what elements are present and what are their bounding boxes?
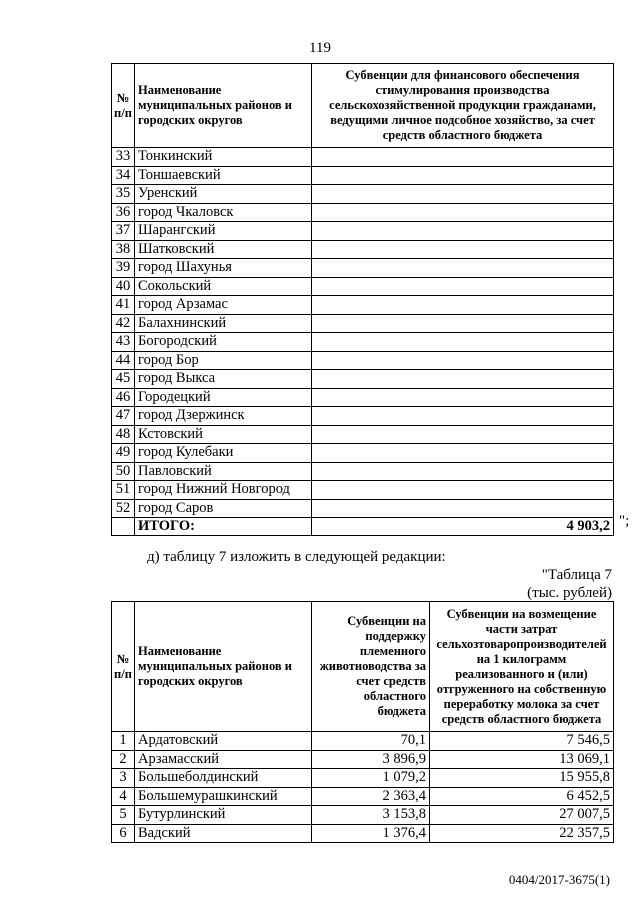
table-row [112, 259, 614, 278]
total-num-cell [112, 518, 135, 536]
subsidy-value [312, 222, 614, 241]
breeding-subsidy-value: 3 896,9 [312, 750, 430, 769]
district-name: Вадский [135, 824, 312, 843]
district-name: город Саров [135, 499, 312, 518]
district-name: Уренский [135, 185, 312, 204]
subsidy-value [312, 314, 614, 333]
header-milk-subsidy: Субвенции на возмещение части затрат сельхозтоваропроизводителей на 1 килограмм реализованного и (или) отгруженного на собственную переработку молока за счет средств областного бюджета [430, 602, 614, 732]
district-name: Городецкий [135, 388, 312, 407]
district-name: Бутурлинский [135, 806, 312, 825]
page-number: 119 [309, 40, 331, 56]
row-number: 47 [112, 407, 135, 426]
milk-subsidy-value: 7 546,5 [430, 732, 614, 751]
header-num: № п/п [112, 602, 135, 732]
header-num: № п/п [112, 64, 135, 148]
row-number: 5 [112, 806, 135, 825]
district-name: город Бор [135, 351, 312, 370]
row-number: 1 [112, 732, 135, 751]
table-row [112, 351, 614, 370]
subsidy-value [312, 185, 614, 204]
instruction-text: д) таблицу 7 изложить в следующей редакции: [147, 549, 446, 565]
breeding-subsidy-value: 1 079,2 [312, 769, 430, 788]
district-name: Ардатовский [135, 732, 312, 751]
breeding-subsidy-value: 70,1 [312, 732, 430, 751]
row-number: 33 [112, 148, 135, 167]
table-row [112, 296, 614, 315]
table-row [112, 462, 614, 481]
row-number: 45 [112, 370, 135, 389]
table-7-label: "Таблица 7 [541, 567, 612, 583]
district-name: Богородский [135, 333, 312, 352]
table-row [112, 750, 614, 769]
row-number: 48 [112, 425, 135, 444]
table-row [112, 222, 614, 241]
table-row [112, 166, 614, 185]
subsidy-value [312, 462, 614, 481]
breeding-subsidy-value: 1 376,4 [312, 824, 430, 843]
subsidy-value [312, 296, 614, 315]
subsidy-table-7 [111, 601, 614, 843]
row-number: 36 [112, 203, 135, 222]
table-row [112, 824, 614, 843]
row-number: 41 [112, 296, 135, 315]
district-name: Шарангский [135, 222, 312, 241]
subsidy-value [312, 407, 614, 426]
row-number: 3 [112, 769, 135, 788]
district-name: город Дзержинск [135, 407, 312, 426]
table-row [112, 370, 614, 389]
district-name: Павловский [135, 462, 312, 481]
district-name: Большемурашкинский [135, 787, 312, 806]
district-name: Большеболдинский [135, 769, 312, 788]
district-name: Кстовский [135, 425, 312, 444]
subsidy-value [312, 370, 614, 389]
table-row [112, 444, 614, 463]
row-number: 38 [112, 240, 135, 259]
header-name: Наименование муниципальных районов и городских округов [135, 602, 312, 732]
row-number: 43 [112, 333, 135, 352]
document-code: 0404/2017-3675(1) [508, 872, 610, 887]
breeding-subsidy-value: 3 153,8 [312, 806, 430, 825]
district-name: Шатковский [135, 240, 312, 259]
district-name: город Кулебаки [135, 444, 312, 463]
row-number: 42 [112, 314, 135, 333]
table-row [112, 769, 614, 788]
district-name: Сокольский [135, 277, 312, 296]
district-name: город Арзамас [135, 296, 312, 315]
row-number: 46 [112, 388, 135, 407]
table-row [112, 333, 614, 352]
subsidy-value [312, 425, 614, 444]
header-name: Наименование муниципальных районов и городских округов [135, 64, 312, 148]
row-number: 52 [112, 499, 135, 518]
subsidy-value [312, 203, 614, 222]
table-row [112, 481, 614, 500]
subsidy-value [312, 259, 614, 278]
district-name: Арзамасский [135, 750, 312, 769]
subsidy-value [312, 499, 614, 518]
district-name: город Нижний Новгород [135, 481, 312, 500]
table-row [112, 185, 614, 204]
row-number: 51 [112, 481, 135, 500]
row-number: 44 [112, 351, 135, 370]
milk-subsidy-value: 22 357,5 [430, 824, 614, 843]
district-name: город Чкаловск [135, 203, 312, 222]
milk-subsidy-value: 15 955,8 [430, 769, 614, 788]
table-row [112, 407, 614, 426]
milk-subsidy-value: 27 007,5 [430, 806, 614, 825]
subsidy-value [312, 388, 614, 407]
district-name: Тоншаевский [135, 166, 312, 185]
row-number: 40 [112, 277, 135, 296]
district-name: город Выкса [135, 370, 312, 389]
subsidy-value [312, 148, 614, 167]
district-name: Балахнинский [135, 314, 312, 333]
row-number: 39 [112, 259, 135, 278]
district-name: город Шахунья [135, 259, 312, 278]
row-number: 37 [112, 222, 135, 241]
table-row [112, 388, 614, 407]
row-number: 50 [112, 462, 135, 481]
subsidy-value [312, 240, 614, 259]
subsidy-table-6 [111, 63, 614, 536]
total-value: 4 903,2 [312, 518, 614, 536]
table-row [112, 787, 614, 806]
subsidy-value [312, 333, 614, 352]
table-7-unit: (тыс. рублей) [527, 585, 612, 601]
district-name: Тонкинский [135, 148, 312, 167]
closing-quote: "; [619, 513, 630, 529]
table-row [112, 240, 614, 259]
table-row [112, 499, 614, 518]
milk-subsidy-value: 13 069,1 [430, 750, 614, 769]
subsidy-value [312, 444, 614, 463]
row-number: 34 [112, 166, 135, 185]
row-number: 35 [112, 185, 135, 204]
subsidy-value [312, 351, 614, 370]
table-row [112, 732, 614, 751]
breeding-subsidy-value: 2 363,4 [312, 787, 430, 806]
header-subsidy: Субвенции для финансового обеспечения стимулирования производства сельскохозяйственной продукции гражданами, ведущими личное подсобное хозяйство, за счет средств областного бюджета [312, 64, 614, 148]
table-row [112, 314, 614, 333]
row-number: 2 [112, 750, 135, 769]
table-row [112, 148, 614, 167]
total-label: ИТОГО: [135, 518, 312, 536]
subsidy-value [312, 481, 614, 500]
table-row [112, 277, 614, 296]
subsidy-value [312, 166, 614, 185]
table-row [112, 425, 614, 444]
milk-subsidy-value: 6 452,5 [430, 787, 614, 806]
table-row [112, 203, 614, 222]
row-number: 6 [112, 824, 135, 843]
header-breeding-subsidy: Субвенции на поддержку племенного животноводства за счет средств областного бюджета [312, 602, 430, 732]
row-number: 4 [112, 787, 135, 806]
table-row [112, 806, 614, 825]
row-number: 49 [112, 444, 135, 463]
subsidy-value [312, 277, 614, 296]
